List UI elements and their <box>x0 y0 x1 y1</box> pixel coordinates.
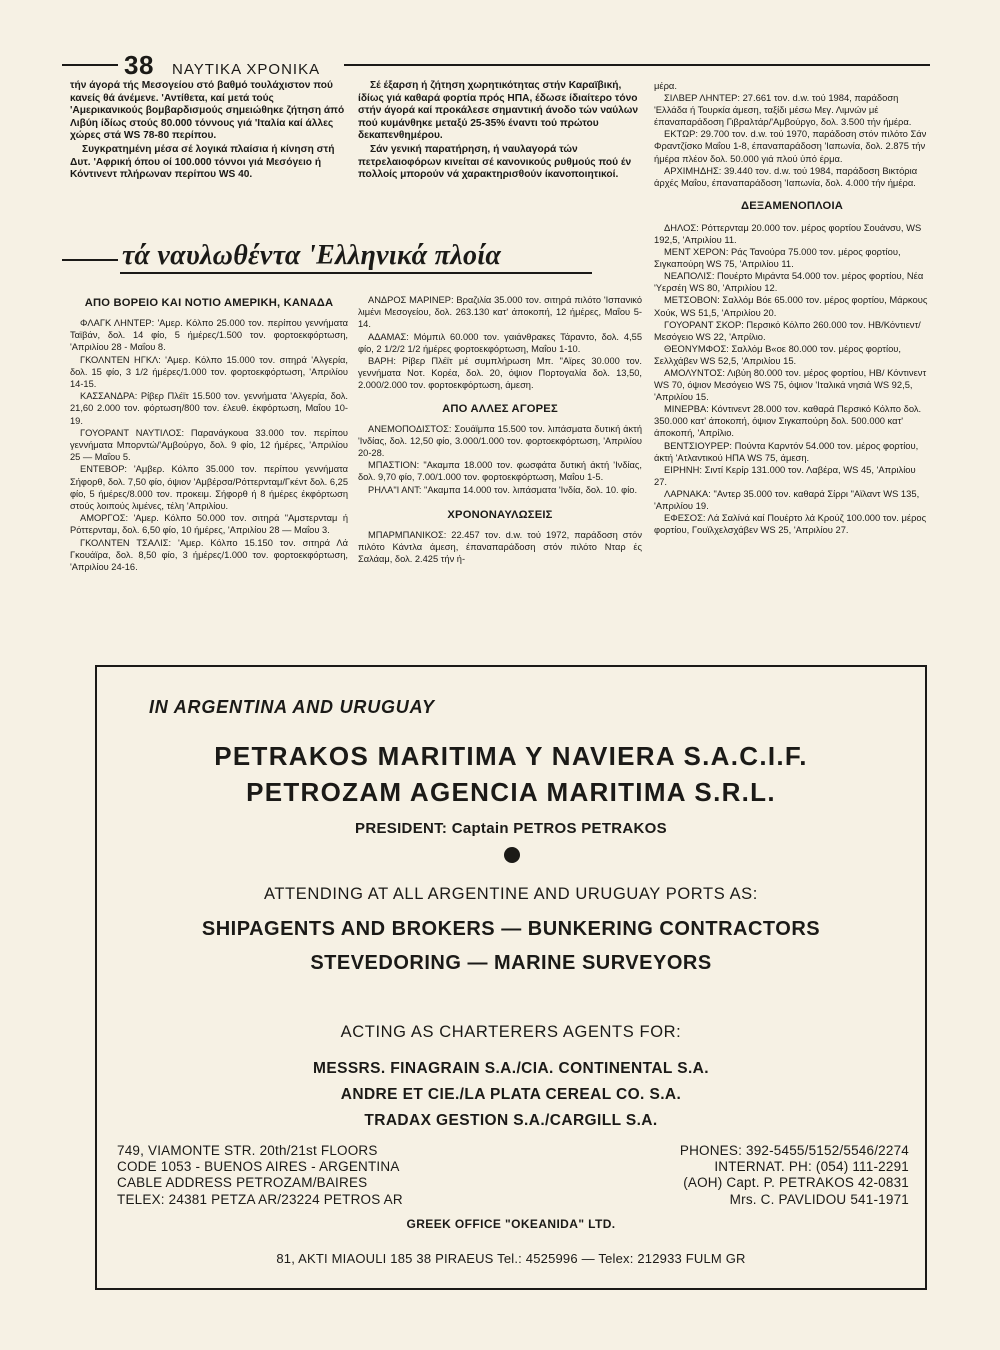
ad-services-1: SHIPAGENTS AND BROKERS — BUNKERING CONTRACTORS <box>201 918 821 940</box>
ad-greek-office: GREEK OFFICE "OKEANIDA" LTD. <box>406 1217 616 1231</box>
header-rule-left <box>62 64 118 66</box>
charter-entry: ΦΛΑΓΚ ΛΗΝΤΕΡ: 'Αμερ. Κόλπο 25.000 τον. περίπου γεννήματα Ταϊβάν, δολ. 14 φίο, 5 ήμέρες/1.500 τον. φορτοεκφόρτωση, 'Απριλίου 28 - Μαΐου 8. <box>70 318 348 353</box>
charter-entry: ΑΝΔΡΟΣ ΜΑΡΙΝΕΡ: Βραζιλία 35.000 τον. σιτηρά πιλότο 'Ισπανικό λιμένι Μεσογείου, δολ. 263.130 κατ' άποκοπή, 12 ήμέρες, Μαΐου 5-14. <box>358 295 642 330</box>
ad-region: IN ARGENTINA AND URUGUAY <box>149 697 435 717</box>
address-line: CODE 1053 - BUENOS AIRES - ARGENTINA <box>117 1159 400 1175</box>
ad-acting: ACTING AS CHARTERERS AGENTS FOR: <box>340 1023 682 1041</box>
charter-entry: ΒΕΝΤΣΙΟΥΡΕΡ: Πούντα Καρντόν 54.000 τον. μέρος φορτίου, άκτή 'Ατλαντικού ΗΠΑ WS 75, άμεση. <box>654 439 919 463</box>
column-1 <box>70 290 348 573</box>
title-underline <box>120 272 592 274</box>
bullet-dot <box>504 847 520 863</box>
ad-client-2: ANDRE ET CIE./LA PLATA CEREAL CO. S.A. <box>340 1086 682 1103</box>
charter-entry: ΓΚΟΛΝΤΕΝ ΤΣΑΛΙΣ: 'Αμερ. Κόλπο 15.150 τον. σιτηρά Λά Γκουάϊρα, δολ. 8,50 φίο, 3 ήμέρες/1.000 τον. φορτοεκφόρτωση, 'Απριλίου 24-16. <box>70 537 348 573</box>
heading-americas: ΑΠΟ ΒΟΡΕΙΟ ΚΑΙ ΝΟΤΙΟ ΑΜΕΡΙΚΗ, ΚΑΝΑΔΑ <box>84 297 334 309</box>
heading-other-markets: ΑΠΟ ΑΛΛΕΣ ΑΓΟΡΕΣ <box>442 402 558 415</box>
charter-entry: ΚΑΣΣΑΝΔΡΑ: Ρίβερ Πλέϊτ 15.500 τον. γεννήματα 'Αλγερία, δολ. 21,60 2.000 τον. φόρτωση/800 τον. έλευθ. έκφόρτωση, Μαΐου 10-19. <box>70 391 348 426</box>
ad-president: PRESIDENT: Captain PETROS PETRAKOS <box>355 820 667 837</box>
phone-line: INTERNAT. PH: (054) 111-2291 <box>714 1159 909 1175</box>
charter-entry: ΕΚΤΩΡ: 29.700 τον. d.w. τού 1970, παράδοση στόν πιλότο Σάν Φραντζίσκο Μαΐου 1-8, έπαναπαράδοση 'Ιαπωνία, δολ. 2.875 τήν ήμέρα πλέον δολ. 50.000 γιά πλού ύπό έρμα. <box>654 128 927 164</box>
charter-entry: ΕΦΕΣΟΣ: Λά Σαλίνά καί Πουέρτο λά Κρούζ 100.000 τον. μέρος φορτίου, Γουϊλχελσχάβεν WS 25, 'Απριλίου 27. <box>654 512 927 536</box>
heading-time-charters: ΧΡΟΝΟΝΑΥΛΩΣΕΙΣ <box>447 508 553 521</box>
ad-attending: ATTENDING AT ALL ARGENTINE AND URUGUAY PORTS AS: <box>264 885 758 903</box>
column-3 <box>654 80 930 536</box>
charter-entry: ΡΗΛΑ"Ι ΑΝΤ: "Ακαμπα 14.000 τον. λιπάσματα 'Ινδία, δολ. 10. φίο. <box>368 484 638 495</box>
intro-paragraph: τήν άγορά τής Μεσογείου στό βαθμό τουλάχιστον πού κανείς θά άνέμενε. 'Αντίθετα, καί μετά τούς 'Αμερικανικούς βομβαρδισμούς σημειώθηκε ζήτηση άπό Λιβύη ίδίως στούς 80.000 τόννους γιά 'Ιταλία καί άλλες χώρες στά WS 78-80 περίπου. <box>70 80 345 142</box>
charter-entry: ΑΔΑΜΑΣ: Μόμπιλ 60.000 τον. γαιάνθρακες Τάραντο, δολ. 4,55 φίο, 2 1/2/2 1/2 ήμέρες φορτοεκφόρτωση, Μαΐου 1-10. <box>358 331 642 354</box>
address-line: CABLE ADDRESS PETROZAM/BAIRES <box>117 1175 368 1191</box>
charter-entry: ΜΕΤΣΟΒΟΝ: Σαλλόμ Βόε 65.000 τον. μέρος φορτίου, Μάρκους Χούκ, WS 51,5, 'Απριλίου 20. <box>654 294 928 318</box>
charter-entry: ΜΙΝΕΡΒΑ: Κόντινεντ 28.000 τον. καθαρά Περσικό Κόλπο δολ. 350.000 κατ' άποκοπή, όψιον Σιγκαπούρη δολ. 500.000 κατ' άποκοπή, 'Απρίλιο. <box>654 403 922 439</box>
intro-column-2 <box>358 80 644 183</box>
ad-address <box>117 1143 403 1208</box>
ad-client-3: TRADAX GESTION S.A./CARGILL S.A. <box>364 1112 658 1129</box>
column-2 <box>358 294 642 565</box>
charter-entry: ΒΑΡΗ: Ρίβερ Πλέϊτ μέ συμπλήρωση Μπ. "Αϊρες 30.000 τον. γεννήματα Νοτ. Κορέα, δολ. 20, όψιον Πορτογαλία δολ. 13,50, 2.000/2.000 τον. φορτοεκφόρτωση, άμεση. <box>358 356 642 391</box>
charter-entry: ΕΝΤΕΒΟΡ: 'Αμβερ. Κόλπο 35.000 τον. περίπου γεννήματα Σήφορθ, δολ. 7,50 φίο, όψιον 'Αμβέρσα/Ρόττερνταμ/Γκέντ δολ. 6,25 φίο, 5 ήμέρες/8.000 τον. προκειμ. Σήφορθ ή 8 ήμέρες έκφόρτωση στούς λοιπούς λιμένες, τέλη 'Απριλίου. <box>70 464 348 512</box>
charter-entry: ΜΕΝΤ ΧΕΡΟΝ: Ράς Τανούρα 75.000 τον. μέρος φορτίου, Σιγκαπούρη WS 75, 'Απριλίου 11. <box>654 246 901 270</box>
charter-entry: ΑΜΟΛΥΝΤΟΣ: Λιβύη 80.000 τον. μέρος φορτίου, ΗΒ/ Κόντινεντ WS 70, όψιον Μεσόγειο WS 75, όψιον 'Ιταλικά νησιά WS 92,5, 'Απριλίου 15. <box>654 366 927 403</box>
charter-entry: ΓΟΥΟΡΑΝΤ ΝΑΥΤΙΛΟΣ: Παρανάγκουα 33.000 τον. περίπου γεννήματα Μπορντώ/'Αμβούργο, δολ. 9 φίο, 12 ήμέρες, 'Απριλίου 25 — Μαΐου 5. <box>70 427 348 463</box>
ad-client-1: MESSRS. FINAGRAIN S.A./CIA. CONTINENTAL S.A. <box>313 1060 709 1077</box>
continued-text: μέρα. <box>654 80 677 91</box>
phone-line: Mrs. C. PAVLIDOU 541-1971 <box>729 1191 909 1207</box>
heading-tankers: ΔΕΞΑΜΕΝΟΠΛΟΙΑ <box>740 199 844 212</box>
phone-line: PHONES: 392-5455/5152/5546/2274 <box>679 1143 909 1158</box>
charter-entry: ΑΝΕΜΟΠΟΔΙΣΤΟΣ: Σουάϊμπα 15.500 τον. λιπάσματα δυτική άκτή 'Ινδίας, δολ. 12,50 φίο, 3.000/1.000 τον. φορτοεκφόρτωση, 'Απριλίου 20-28. <box>358 423 642 459</box>
address-line: 749, VIAMONTE STR. 20th/21st FLOORS <box>117 1143 378 1158</box>
section-title: τά ναυλωθέντα 'Ελληνικά πλοία <box>122 240 502 271</box>
intro-paragraph: Σέ έξαρση ή ζήτηση χωρητικότητας στήν Καραϊβική, ίδίως γιά καθαρά φορτία πρός ΗΠΑ, έδωσε ίδιαίτερο τόνο στήν άγορά καί προκάλεσε σημαντική άνοδο τών ναύλων πού κυμάνθηκε μεταξύ 25-35% έναντι τού πρώτου δεκαπενθημέρου. <box>358 80 638 142</box>
charter-entry: ΝΕΑΠΟΛΙΣ: Πουέρτο Μιράντα 54.000 τον. μέρος φορτίου, Νέα 'Υερσέη WS 80, 'Απριλίου 12. <box>654 270 924 294</box>
ad-services-2: STEVEDORING — MARINE SURVEYORS <box>310 952 712 974</box>
ad-footer: 81, AKTI MIAOULI 185 38 PIRAEUS Tel.: 4525996 — Telex: 212933 FULM GR <box>276 1251 746 1266</box>
intro-paragraph: Σάν γενική παρατήρηση, ή ναυλαγορά τών πετρελαιοφόρων κινείται σέ κανονικούς ρυθμούς πού έν πολλοίς μπορούν νά χαρακτηρισθούν ίκανοποιητικοί. <box>358 143 632 181</box>
header-rule-right <box>344 64 930 66</box>
magazine-name: ΝΑΥΤΙΚΑ ΧΡΟΝΙΚΑ <box>172 61 321 78</box>
ad-company-1: PETRAKOS MARITIMA Y NAVIERA S.A.C.I.F. <box>214 741 808 771</box>
page-number: 38 <box>124 50 154 80</box>
charter-entry: ΑΜΟΡΓΟΣ: 'Αμερ. Κόλπο 50.000 τον. σιτηρά "Αμστερνταμ ή Ρόττερνταμ, δολ. 6,50 φίο, 10 ήμέρες, 'Απριλίου 28 — Μαΐου 3. <box>70 513 348 536</box>
charter-entry: ΘΕΟΝΥΜΦΟΣ: Σαλλόμ Β«οε 80.000 τον. μέρος φορτίου, Σελλχάβεν WS 52,5, 'Απριλίου 15. <box>654 342 902 366</box>
charter-entry: ΛΑΡΝΑΚΑ: "Αντερ 35.000 τον. καθαρά Σίρρι "Αϊλαντ WS 135, 'Απριλίου 19. <box>654 487 920 511</box>
title-rule-left <box>62 259 118 261</box>
charter-entry: ΑΡΧΙΜΗΔΗΣ: 39.440 τον. d.w. τού 1984, παράδοση Βικτόρια άρχές Μαΐου, έπαναπαράδοση 'Ιαπωνία, δολ. 4.000 τήν ήμέρα. <box>654 164 918 188</box>
charter-entry: ΓΚΟΛΝΤΕΝ ΗΓΚΛ: 'Αμερ. Κόλπο 15.000 τον. σιτηρά 'Αλγερία, δολ. 15 φίο, 3 1/2 ήμέρες/1.000 τον. φορτοεκφόρτωση, 'Απριλίου 14-15. <box>70 354 348 390</box>
charter-entry: ΔΗΛΟΣ: Ρόττερνταμ 20.000 τον. μέρος φορτίου Σουάνσυ, WS 192,5, 'Απριλίου 11. <box>654 221 922 245</box>
address-line: TELEX: 24381 PETZA AR/23224 PETROS AR <box>117 1191 403 1207</box>
advertisement-box <box>95 665 927 1290</box>
intro-paragraph: Συγκρατημένη μέσα σέ λογικά πλαίσια ή κίνηση στή Δυτ. 'Αφρική όπου οί 100.000 τόννοι γιά Μεσόγειο ή Κόντινεντ πλήρωναν περίπου WS 40. <box>70 143 335 181</box>
phone-line: (AOH) Capt. P. PETRAKOS 42-0831 <box>683 1175 909 1191</box>
charter-entry: ΜΠΑΡΜΠΑΝΙΚΟΣ: 22.457 τον. d.w. τού 1972, παράδοση στόν πιλότο Κάντλα άμεση, έπαναπαράδοση στόν πιλότο Νταρ ές Σαλάαμ, δολ. 2.425 τήν ή- <box>358 529 642 565</box>
ad-phones <box>680 1143 909 1208</box>
intro-column-1 <box>70 80 346 183</box>
charter-entry: ΕΙΡΗΝΗ: Σιντί Κερίρ 131.000 τον. Λαβέρα, WS 45, 'Απριλίου 27. <box>654 463 916 487</box>
charter-entry: ΜΠΑΣΤΙΟΝ: "Ακαμπα 18.000 τον. φωσφάτα δυτική άκτή 'Ινδίας, δολ. 9,70 φίο, 7.00/1.000 τον. φορτοεκφόρτωση, Μαΐου 1-5. <box>358 460 642 483</box>
charter-entry: ΣΙΛΒΕΡ ΛΗΝΤΕΡ: 27.661 τον. d.w. τού 1984, παράδοση 'Ελλάδα ή Τουρκία άμεση, ταξίδι μέσω Μεγ. Λιμνών μέ έπαναπαράδοση Γιβραλτάρ/'Αμβούργο, δολ. 3.500 τήν ήμέρα. <box>654 92 912 128</box>
ad-company-2: PETROZAM AGENCIA MARITIMA S.R.L. <box>246 777 776 807</box>
charter-entry: ΓΟΥΟΡΑΝΤ ΣΚΟΡ: Περσικό Κόλπο 260.000 τον. ΗΒ/Κόντιεντ/ Μεσόγειο WS 22, 'Απρίλιο. <box>654 318 921 342</box>
